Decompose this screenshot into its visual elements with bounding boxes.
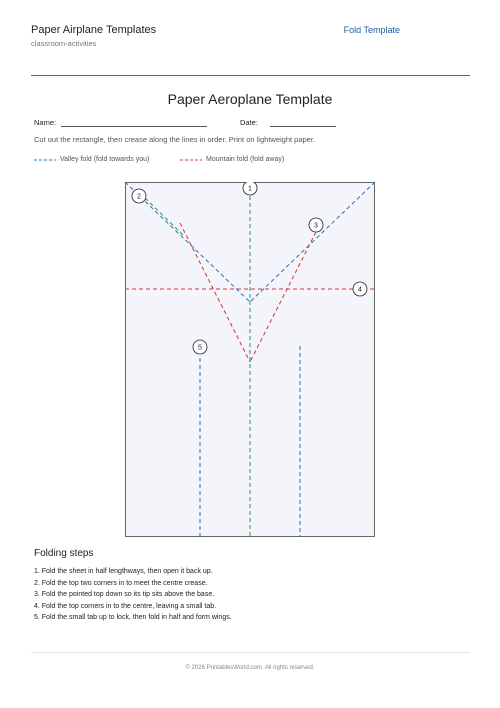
legend-mountain-label: Mountain fold (fold away)	[206, 156, 285, 163]
step-item: 1. Fold the sheet in half lengthways, then open it back up.	[34, 568, 213, 575]
step-marker-2	[132, 189, 146, 203]
instructions-text: Cut out the rectangle, then crease along the lines in order. Print on lightweight paper.	[34, 135, 316, 144]
step-marker-5	[193, 340, 207, 354]
footer-copyright: © 2026 PrintablesWorld.com. All rights reserved.	[185, 665, 315, 671]
step-item: 4. Fold the top corners in to the centre, leaving a small tab.	[34, 602, 217, 610]
step-item: 5. Fold the small tab up to lock, then fold in half and form wings.	[34, 614, 232, 622]
name-field[interactable]	[34, 117, 207, 127]
site-subtitle: classroom-activities	[31, 39, 97, 48]
step-marker-1-label: 1	[248, 185, 252, 193]
name-label: Name:	[34, 118, 57, 127]
step-item: 3. Fold the pointed top down so its tip sits above the base.	[34, 591, 215, 599]
date-label: Date:	[240, 118, 258, 127]
fold-template-link[interactable]: Fold Template	[343, 25, 400, 35]
date-line[interactable]	[270, 117, 336, 127]
step-item: 2. Fold the top two corners in to meet the centre crease.	[34, 579, 208, 587]
step-marker-4-label: 4	[358, 286, 362, 294]
step-marker-3	[309, 218, 323, 232]
step-marker-4	[353, 282, 367, 296]
header-divider	[31, 75, 470, 76]
steps-list	[34, 566, 232, 624]
steps-heading: Folding steps	[34, 548, 94, 559]
fold-diagram	[125, 182, 375, 537]
legend-mountain	[180, 156, 284, 163]
step-marker-2-label: 2	[137, 193, 141, 201]
valley-fold-swatch	[34, 158, 56, 162]
name-line[interactable]	[61, 117, 207, 127]
legend-valley-label: Valley fold (fold towards you)	[60, 156, 150, 163]
page-title: Paper Aeroplane Template	[167, 91, 333, 107]
footer-divider	[31, 652, 470, 653]
step-marker-1	[243, 182, 257, 195]
legend-valley	[34, 156, 149, 163]
mountain-fold-swatch	[180, 158, 202, 162]
step-marker-3-label: 3	[314, 222, 318, 230]
step-marker-5-label: 5	[198, 344, 202, 352]
date-field[interactable]	[240, 117, 336, 127]
site-title: Paper Airplane Templates	[31, 24, 157, 36]
